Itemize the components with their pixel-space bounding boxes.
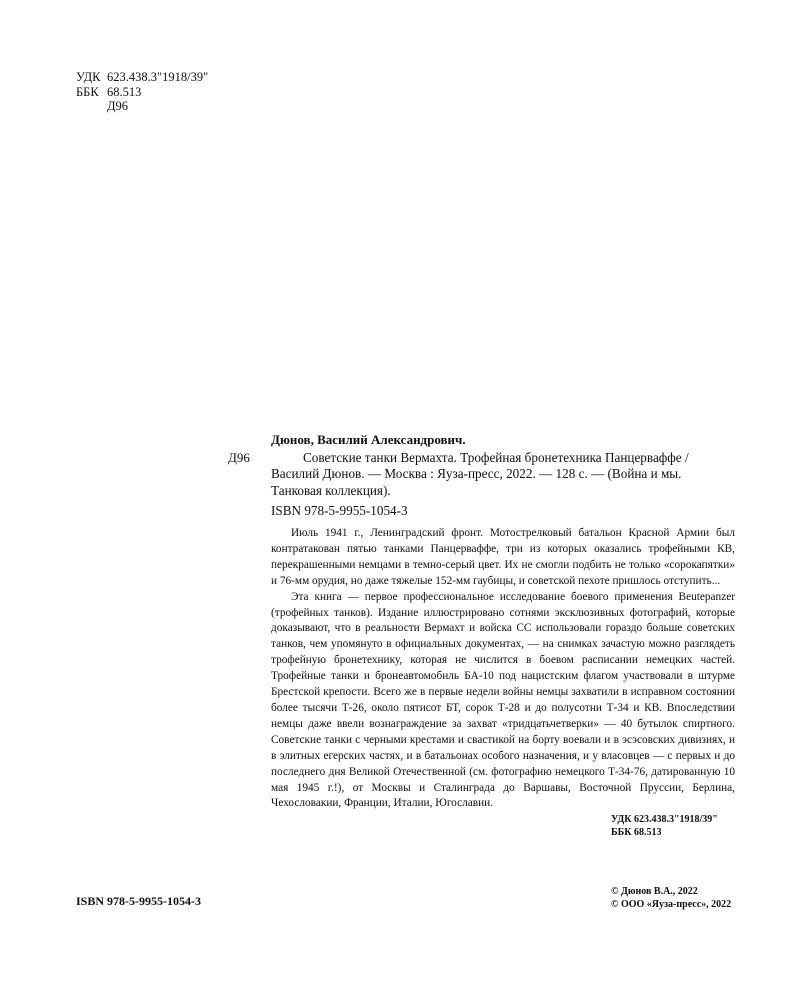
cutter-code-top: Д96	[107, 99, 129, 113]
bbk-value: 68.513	[107, 84, 142, 99]
cutter-code: Д96	[228, 450, 250, 465]
udk-value: 623.438.3"1918/39"	[107, 70, 209, 84]
udk-label: УДК	[76, 70, 101, 84]
annotation	[271, 526, 735, 812]
bottom-classification-codes	[611, 813, 718, 839]
top-classification-codes	[76, 70, 208, 114]
isbn-catalog: ISBN 978-5-9955-1054-3	[271, 503, 408, 518]
copyright-publisher: © ООО «Яуза-пресс», 2022	[611, 899, 732, 910]
copyright-block	[611, 885, 731, 911]
annotation-paragraph: Июль 1941 г., Ленинградский фронт. Мотострелковый батальон Красной Армии был контратакован пятью танками Панцерваффе, три из которых оказались трофейными КВ, перекрашенными немцами в темно-серый цвет. Их не смогли подбить не только «сорокапятки» и 76-мм орудия, но даже тяжелые 152-мм гаубицы, и советской пехоте пришлось отступить...	[271, 527, 735, 587]
bbk-row	[76, 85, 208, 100]
author-heading: Дюнов, Василий Александрович.	[271, 432, 466, 447]
biblio-line: Танковая коллекция).	[271, 482, 391, 498]
copyright-author: © Дюнов В.А., 2022	[611, 886, 698, 897]
udk-row	[76, 70, 208, 85]
annotation-paragraph: Эта книга — первое профессиональное исследование боевого применения Beutepanzer (трофейных танков). Издание иллюстрировано сотнями эксклюзивных фотографий, которые доказывают, что в реальности Вермахт и войска СС использовали гораздо больше советских танков, чем упомянуто в официальных документах, — на снимках зачастую можно разглядеть трофейную бронетехнику, которая не числится в боевом расписании немецких частей. Трофейные танки и бронеавтомобиль БА-10 под нацистским флагом участвовали в штурме Брестской крепости. Всего же в первые недели войны немцы захватили в исправном состоянии более тысячи Т-26, около пятисот БТ, сорок Т-28 и до полусотни Т-34 и КВ. Впоследствии немцы даже ввели вознаграждение за захват «тридцатьчетверки» — 40 бутылок спиртного. Советские танки с черными крестами и свастикой на борту воевали и в эсэсовских дивизиях, и в элитных егерских частях, и в батальонах особого назначения, и у власовцев — с первых и до последнего дня Великой Отечественной (см. фотографию немецкого Т-34-76, датированную 10 мая 1945 г.!), от Москвы и Сталинграда до Варшавы, Восточной Пруссии, Берлина, Чехословакии, Франции, Италии, Югославии.	[271, 590, 735, 810]
isbn-footer: ISBN 978-5-9955-1054-3	[76, 894, 201, 908]
biblio-line: Василий Дюнов. — Москва : Яуза-пресс, 2022. — 128 с. — (Война и мы.	[271, 466, 682, 482]
biblio-line: Советские танки Вермахта. Трофейная бронетехника Панцерваффе /	[303, 450, 689, 465]
udk-bottom: УДК 623.438.3"1918/39"	[611, 814, 718, 825]
bbk-label: ББК	[76, 84, 99, 99]
bibliographic-description	[271, 450, 733, 499]
bbk-bottom: ББК 68.513	[611, 827, 662, 838]
